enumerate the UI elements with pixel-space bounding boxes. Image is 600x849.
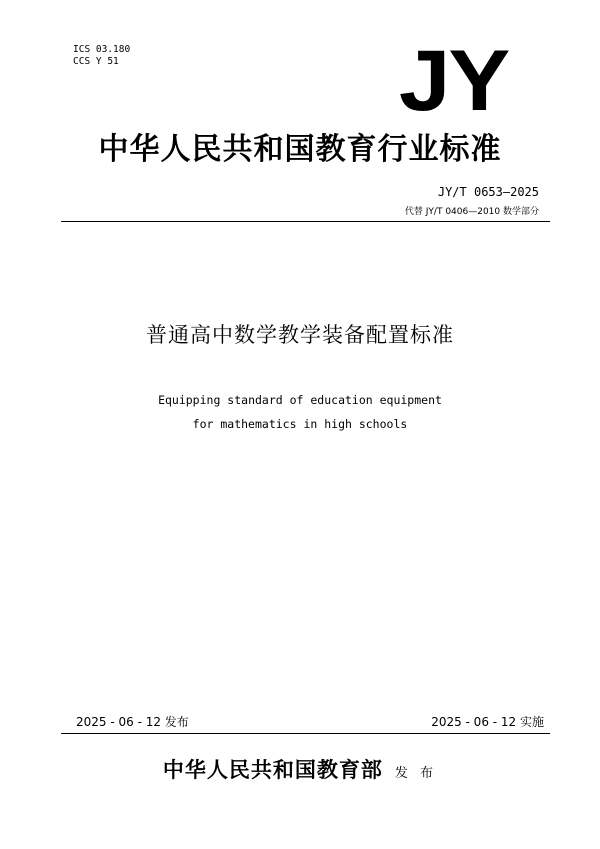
- replaces-standard: 代替 JY/T 0406—2010 数学部分: [404, 207, 539, 217]
- document-title-zh: 普通高中数学教学装备配置标准: [146, 323, 454, 347]
- top-divider: [61, 221, 550, 222]
- document-title-en-line1: Equipping standard of education equipment: [158, 393, 442, 407]
- bottom-divider: [61, 733, 550, 734]
- implementation-date: 2025 - 06 - 12 实施: [431, 715, 544, 729]
- jy-logo: JY: [398, 33, 508, 129]
- classification-codes: [73, 44, 130, 68]
- document-title-en-line2: for mathematics in high schools: [192, 417, 408, 431]
- ccs-code: CCS Y 51: [73, 56, 119, 67]
- publisher-verb: 发 布: [394, 766, 438, 781]
- publisher-line: [0, 754, 600, 784]
- industry-standard-title: 中华人民共和国教育行业标准: [98, 132, 502, 167]
- publisher-name: 中华人民共和国教育部: [162, 758, 383, 782]
- issue-date: 2025 - 06 - 12 发布: [76, 715, 189, 729]
- standard-number: JY/T 0653—2025: [437, 185, 539, 199]
- ics-code: ICS 03.180: [73, 44, 131, 55]
